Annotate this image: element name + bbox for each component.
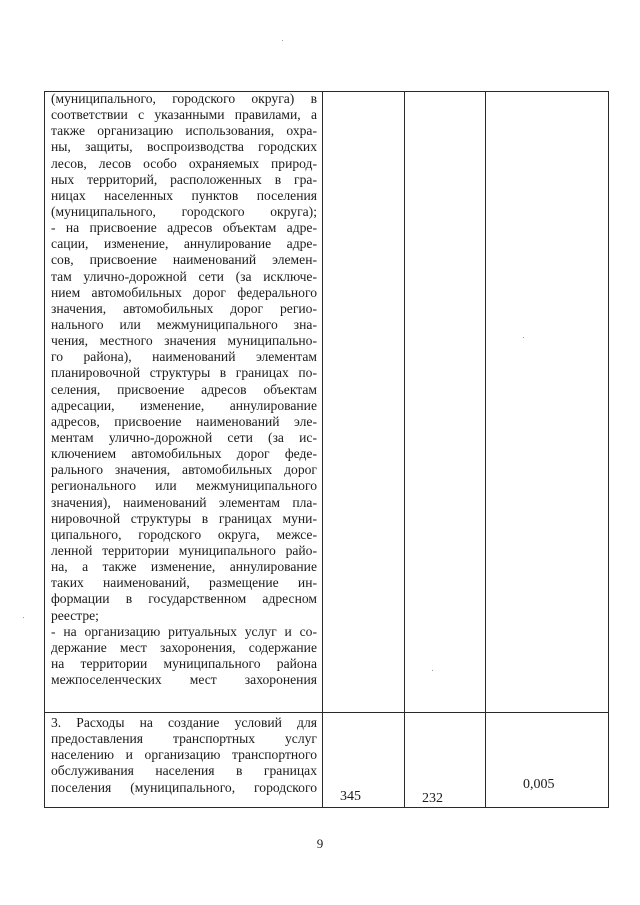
column-divider <box>404 92 405 807</box>
text-line: селения, присвоение адресов объектам <box>51 381 317 397</box>
text-line: межпоселенческих мест захоронения <box>51 672 317 688</box>
text-line: таких наименований, размещение ин- <box>51 575 317 591</box>
text-line: формации в государственном адресном <box>51 591 317 607</box>
text-line: чения, местного значения муниципально- <box>51 333 317 349</box>
text-line: регионального или межмуниципального <box>51 478 317 494</box>
scan-speck <box>523 337 524 338</box>
scan-speck <box>282 40 283 41</box>
text-line: значения), наименований элементам пла- <box>51 494 317 510</box>
text-line: (муниципального, городского округа) в <box>51 91 317 106</box>
column-divider <box>485 92 486 807</box>
text-line: реестре; <box>51 607 99 623</box>
text-line: ключением автомобильных дорог феде- <box>51 446 317 462</box>
text-line: значения, автомобильных дорог регио- <box>51 300 317 316</box>
text-line: там улично-дорожной сети (за исключе- <box>51 268 317 284</box>
row2-value-col3: 232 <box>422 791 443 806</box>
text-line: ных территорий, расположенных в гра- <box>51 171 317 187</box>
text-line: го района), наименований элементам <box>51 349 317 365</box>
scan-speck <box>432 670 433 671</box>
row2-description <box>51 715 317 796</box>
text-line: планировочной структуры в границах по- <box>51 365 317 381</box>
text-line: сации, изменение, аннулирование адре- <box>51 236 317 252</box>
page-number: 9 <box>316 836 324 851</box>
text-line: 3. Расходы на создание условий для <box>51 715 317 730</box>
text-line: ны, защиты, воспроизводства городских <box>51 139 317 155</box>
text-line: рального значения, автомобильных дорог <box>51 462 317 478</box>
text-line: также организацию использования, охра- <box>51 123 317 139</box>
row2-value-col4: 0,005 <box>523 777 555 792</box>
text-line: нием автомобильных дорог федерального <box>51 284 317 300</box>
text-line: адресации, изменение, аннулирование <box>51 397 317 413</box>
text-line: соответствии с указанными правилами, а <box>51 107 317 123</box>
text-line: лесов, лесов особо охраняемых природ- <box>51 155 317 171</box>
row-divider <box>45 712 608 713</box>
text-line: ментам улично-дорожной сети (за ис- <box>51 429 317 445</box>
text-line: населению и организацию транспортного <box>51 747 317 763</box>
text-line: ницах населенных пунктов поселения <box>51 187 317 203</box>
text-line: адресов, присвоение наименований эле- <box>51 413 317 429</box>
row2-value-col2: 345 <box>340 789 361 804</box>
text-line: на, а также изменение, аннулирование <box>51 559 317 575</box>
text-line: предоставления транспортных услуг <box>51 731 317 747</box>
text-line: нального или межмуниципального зна- <box>51 316 317 332</box>
text-line: сов, присвоение наименований элемен- <box>51 252 317 268</box>
row1-description <box>51 91 317 688</box>
text-line: - на присвоение адресов объектам адре- <box>51 220 317 236</box>
text-line: поселения (муниципального, городского <box>51 779 317 795</box>
scan-speck <box>23 617 24 618</box>
text-line: на территории муниципального района <box>51 655 317 671</box>
document-table <box>44 91 609 808</box>
column-divider <box>322 92 323 807</box>
text-line: - на организацию ритуальных услуг и со- <box>51 623 317 639</box>
text-line: держание мест захоронения, содержание <box>51 639 317 655</box>
text-line: обслуживания населения в границах <box>51 763 317 779</box>
text-line: нировочной структуры в границах муни- <box>51 510 317 526</box>
text-line: ленной территории муниципального райо- <box>51 542 317 558</box>
text-line: (муниципального, городского округа); <box>51 203 317 219</box>
text-line: ципального, городского округа, межсе- <box>51 526 317 542</box>
